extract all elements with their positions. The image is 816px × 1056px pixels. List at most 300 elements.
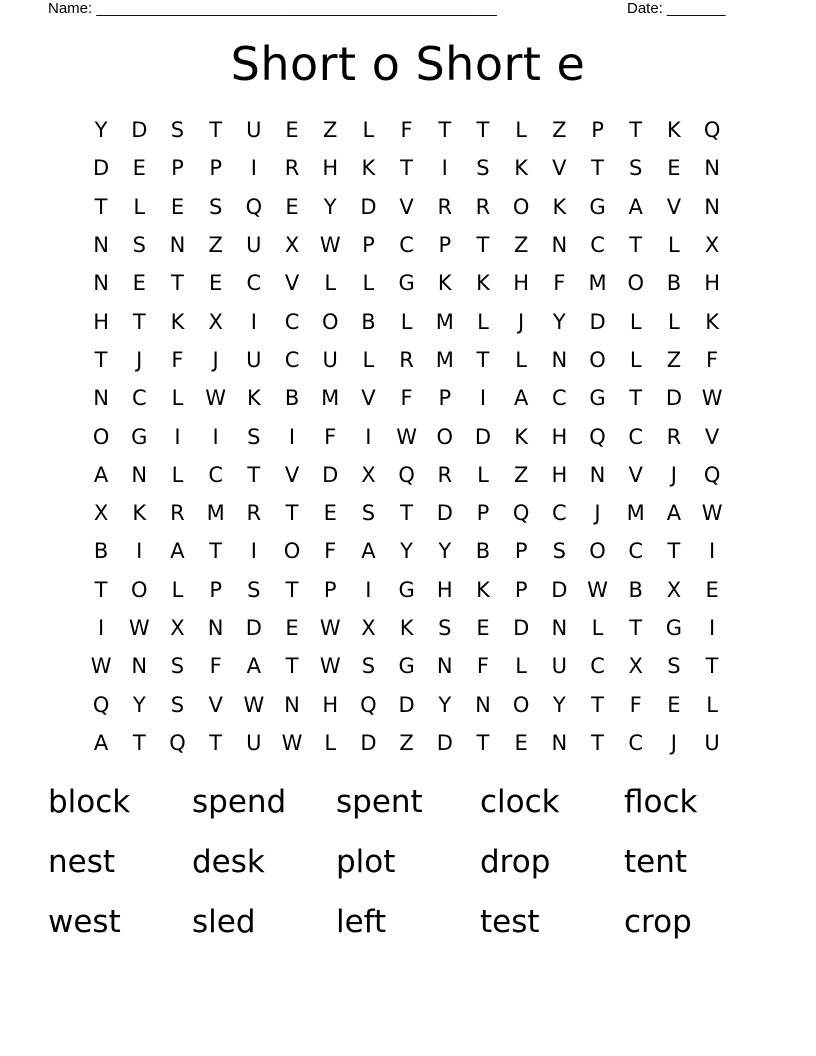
- grid-cell: A: [666, 501, 682, 526]
- grid-row: [82, 571, 732, 609]
- grid-cell: T: [94, 194, 108, 219]
- grid-cell: I: [441, 156, 448, 181]
- grid-cell: C: [284, 309, 300, 334]
- grid-cell: V: [284, 462, 300, 487]
- grid-cell: S: [247, 577, 261, 602]
- grid-cell: J: [518, 309, 525, 334]
- grid-row: [82, 264, 732, 302]
- grid-cell: Y: [438, 539, 452, 564]
- grid-cell: O: [92, 424, 110, 449]
- grid-cell: T: [591, 692, 604, 717]
- grid-cell: N: [551, 233, 568, 258]
- grid-cell: D: [360, 194, 377, 219]
- grid-row: [82, 149, 732, 187]
- grid-cell: E: [514, 730, 528, 755]
- grid-cell: R: [475, 194, 491, 219]
- word-list-item: west: [48, 904, 121, 940]
- grid-cell: N: [551, 616, 568, 640]
- grid-cell: H: [322, 692, 339, 717]
- grid-cell: M: [435, 309, 454, 334]
- grid-cell: T: [476, 347, 490, 372]
- grid-cell: Y: [552, 309, 566, 334]
- grid-cell: K: [476, 271, 490, 296]
- grid-cell: L: [629, 347, 642, 372]
- grid-cell: G: [131, 424, 148, 449]
- grid-cell: Z: [323, 118, 338, 143]
- grid-cell: W: [396, 424, 417, 449]
- grid-cell: L: [477, 309, 489, 334]
- grid-cell: F: [400, 386, 413, 411]
- grid-cell: I: [288, 424, 296, 449]
- grid-cell: L: [324, 730, 337, 755]
- grid-cell: D: [474, 424, 492, 449]
- grid-cell: O: [321, 309, 339, 334]
- grid-cell: K: [132, 501, 147, 526]
- grid-cell: U: [551, 654, 568, 679]
- grid-cell: F: [629, 692, 642, 717]
- grid-cell: A: [628, 194, 643, 219]
- grid-cell: F: [553, 271, 566, 296]
- date-field: [627, 0, 725, 18]
- grid-cell: N: [551, 347, 568, 372]
- grid-row: [82, 609, 732, 647]
- grid-cell: T: [476, 118, 490, 143]
- grid-cell: E: [667, 692, 681, 717]
- grid-cell: A: [170, 539, 185, 564]
- grid-cell: P: [209, 577, 222, 602]
- grid-cell: V: [628, 462, 643, 487]
- word-list-item: crop: [624, 904, 692, 940]
- grid-cell: W: [243, 692, 265, 717]
- grid-cell: I: [365, 424, 372, 449]
- grid-row: [82, 647, 732, 685]
- grid-cell: I: [136, 539, 143, 564]
- page-title: Short o Short e: [230, 37, 586, 91]
- grid-cell: L: [362, 118, 375, 143]
- grid-cell: H: [704, 271, 720, 296]
- grid-cell: I: [174, 424, 181, 449]
- grid-cell: S: [438, 616, 452, 640]
- grid-cell: I: [212, 424, 219, 449]
- grid-cell: G: [398, 271, 415, 296]
- name-label: Name:: [48, 0, 93, 17]
- grid-cell: N: [169, 233, 186, 258]
- grid-cell: S: [667, 654, 681, 679]
- grid-cell: Z: [513, 462, 529, 487]
- word-list-item: desk: [192, 844, 265, 880]
- grid-cell: T: [438, 118, 452, 143]
- grid-cell: W: [701, 501, 723, 526]
- grid-cell: A: [246, 654, 262, 679]
- grid-cell: G: [665, 616, 683, 640]
- grid-cell: S: [170, 692, 185, 717]
- word-list-item: left: [336, 904, 387, 940]
- grid-cell: H: [551, 424, 568, 449]
- grid-cell: K: [246, 386, 261, 411]
- grid-cell: P: [476, 501, 490, 526]
- grid-cell: T: [476, 730, 490, 755]
- grid-cell: C: [246, 271, 262, 296]
- grid-cell: E: [705, 577, 719, 602]
- grid-cell: Z: [513, 233, 529, 258]
- grid-row: [82, 111, 732, 149]
- grid-cell: Z: [666, 347, 682, 372]
- grid-cell: O: [627, 271, 644, 296]
- grid-cell: T: [285, 654, 299, 679]
- grid-cell: L: [629, 309, 642, 334]
- grid-cell: Q: [512, 501, 530, 526]
- grid-row: [82, 417, 732, 455]
- grid-row: [82, 724, 732, 762]
- grid-cell: K: [552, 194, 567, 219]
- grid-cell: E: [285, 616, 299, 640]
- grid-cell: J: [670, 462, 677, 487]
- grid-row: [82, 685, 732, 723]
- grid-cell: Q: [398, 462, 415, 487]
- grid-cell: X: [361, 462, 376, 487]
- grid-cell: K: [667, 118, 681, 143]
- grid-cell: L: [324, 271, 337, 296]
- grid-cell: P: [209, 156, 222, 181]
- grid-cell: X: [208, 309, 223, 334]
- grid-cell: T: [400, 501, 413, 526]
- grid-cell: L: [171, 577, 184, 602]
- grid-cell: B: [93, 539, 109, 564]
- grid-cell: C: [284, 347, 300, 372]
- grid-cell: Q: [92, 692, 110, 717]
- grid-cell: T: [400, 156, 413, 181]
- grid-cell: V: [552, 156, 567, 181]
- grid-cell: I: [250, 539, 257, 564]
- grid-cell: Z: [552, 118, 567, 143]
- grid-cell: K: [437, 271, 452, 296]
- grid-cell: L: [515, 347, 527, 372]
- grid-cell: O: [512, 194, 530, 219]
- grid-cell: M: [321, 386, 340, 411]
- grid-cell: B: [475, 539, 491, 564]
- grid-cell: X: [666, 577, 682, 602]
- grid-cell: S: [170, 654, 185, 679]
- grid-cell: K: [514, 424, 529, 449]
- grid-cell: D: [436, 501, 453, 526]
- grid-cell: Y: [400, 539, 413, 564]
- grid-cell: Y: [552, 692, 566, 717]
- grid-cell: X: [170, 616, 185, 640]
- grid-cell: N: [589, 462, 606, 487]
- grid-cell: B: [284, 386, 300, 411]
- grid-cell: V: [284, 271, 300, 296]
- grid-cell: S: [208, 194, 223, 219]
- grid-cell: N: [475, 692, 491, 717]
- grid-cell: H: [513, 271, 530, 296]
- grid-cell: N: [436, 654, 453, 679]
- grid-cell: V: [399, 194, 414, 219]
- grid-cell: P: [438, 386, 452, 411]
- grid-cell: R: [170, 501, 185, 526]
- grid-cell: K: [514, 156, 529, 181]
- word-list-item: nest: [48, 844, 116, 880]
- grid-cell: E: [323, 501, 337, 526]
- grid-cell: K: [170, 309, 185, 334]
- grid-cell: O: [589, 539, 606, 564]
- grid-cell: E: [170, 194, 185, 219]
- grid-cell: R: [246, 501, 262, 526]
- grid-cell: T: [591, 730, 604, 755]
- date-blank: _______: [667, 0, 726, 17]
- grid-row: [82, 494, 732, 532]
- grid-cell: T: [705, 654, 719, 679]
- grid-cell: I: [708, 539, 716, 564]
- grid-cell: I: [708, 616, 716, 640]
- grid-row: [82, 379, 732, 417]
- grid-cell: B: [628, 577, 643, 602]
- word-list: [48, 778, 768, 958]
- word-list-item: tent: [624, 844, 688, 880]
- grid-cell: D: [665, 386, 682, 411]
- grid-cell: W: [205, 386, 227, 411]
- grid-cell: O: [283, 539, 301, 564]
- grid-cell: V: [361, 386, 376, 411]
- grid-cell: P: [514, 539, 528, 564]
- grid-cell: L: [362, 347, 375, 372]
- grid-cell: S: [132, 233, 146, 258]
- grid-cell: S: [476, 156, 490, 181]
- grid-cell: W: [90, 654, 112, 679]
- grid-cell: N: [93, 233, 109, 258]
- grid-cell: X: [361, 616, 376, 640]
- grid-cell: T: [209, 730, 223, 755]
- grid-cell: X: [93, 501, 109, 526]
- grid-row: [82, 226, 732, 264]
- grid-cell: W: [701, 386, 723, 411]
- grid-cell: K: [476, 577, 490, 602]
- grid-cell: O: [131, 577, 148, 602]
- grid-cell: D: [360, 730, 377, 755]
- grid-cell: T: [629, 233, 643, 258]
- grid-cell: F: [324, 539, 337, 564]
- word-list-item: plot: [336, 844, 396, 880]
- grid-cell: Y: [323, 194, 337, 219]
- grid-cell: W: [281, 730, 303, 755]
- word-list-item: block: [48, 784, 131, 820]
- word-list-item: flock: [624, 784, 698, 820]
- grid-cell: L: [668, 233, 680, 258]
- grid-cell: C: [208, 462, 223, 487]
- grid-cell: X: [284, 233, 300, 258]
- grid-cell: M: [206, 501, 225, 526]
- grid-cell: E: [209, 271, 223, 296]
- grid-cell: F: [400, 118, 413, 143]
- grid-cell: L: [171, 462, 184, 487]
- grid-cell: C: [131, 386, 147, 411]
- grid-cell: N: [131, 462, 148, 487]
- grid-cell: F: [209, 654, 222, 679]
- grid-cell: P: [438, 233, 452, 258]
- grid-cell: T: [132, 730, 146, 755]
- grid-cell: T: [171, 271, 184, 296]
- grid-cell: D: [131, 118, 148, 143]
- grid-cell: T: [629, 616, 643, 640]
- grid-row: [82, 188, 732, 226]
- grid-cell: T: [247, 462, 261, 487]
- grid-cell: L: [133, 194, 146, 219]
- grid-cell: U: [246, 118, 262, 143]
- grid-cell: M: [626, 501, 645, 526]
- grid-cell: U: [246, 233, 262, 258]
- word-list-item: clock: [480, 784, 560, 820]
- grid-cell: R: [666, 424, 682, 449]
- grid-cell: W: [128, 616, 150, 640]
- grid-cell: F: [706, 347, 719, 372]
- grid-cell: I: [250, 309, 257, 334]
- grid-cell: A: [93, 462, 109, 487]
- grid-cell: L: [362, 271, 375, 296]
- grid-cell: D: [589, 309, 606, 334]
- grid-cell: F: [171, 347, 184, 372]
- grid-cell: B: [666, 271, 682, 296]
- grid-cell: X: [704, 233, 720, 258]
- grid-cell: A: [93, 730, 109, 755]
- grid-cell: G: [398, 577, 415, 602]
- grid-cell: H: [551, 462, 568, 487]
- grid-cell: K: [399, 616, 414, 640]
- grid-cell: D: [245, 616, 262, 640]
- grid-cell: P: [171, 156, 184, 181]
- grid-cell: X: [628, 654, 643, 679]
- grid-cell: E: [285, 194, 299, 219]
- grid-cell: E: [476, 616, 490, 640]
- grid-cell: N: [207, 616, 224, 640]
- grid-cell: C: [628, 730, 644, 755]
- grid-cell: W: [319, 616, 341, 640]
- grid-row: [82, 341, 732, 379]
- grid-cell: A: [513, 386, 529, 411]
- grid-cell: T: [591, 156, 604, 181]
- grid-cell: M: [435, 347, 454, 372]
- grid-cell: I: [250, 156, 257, 181]
- grid-cell: G: [589, 194, 606, 219]
- grid-cell: Q: [245, 194, 263, 219]
- grid-cell: F: [324, 424, 337, 449]
- grid-cell: E: [132, 271, 146, 296]
- grid-cell: W: [319, 233, 341, 258]
- grid-cell: D: [436, 730, 453, 755]
- grid-cell: H: [93, 309, 109, 334]
- grid-cell: T: [132, 309, 146, 334]
- grid-cell: L: [477, 462, 489, 487]
- grid-cell: Q: [360, 692, 377, 717]
- grid-cell: O: [589, 347, 606, 372]
- grid-cell: L: [591, 616, 604, 640]
- grid-row: [82, 456, 732, 494]
- grid-cell: H: [322, 156, 339, 181]
- grid-cell: L: [668, 309, 680, 334]
- grid-cell: N: [284, 692, 300, 717]
- grid-cell: K: [705, 309, 719, 334]
- grid-cell: G: [398, 654, 415, 679]
- word-list-item: spend: [192, 784, 287, 820]
- grid-cell: T: [285, 501, 299, 526]
- grid-cell: T: [209, 118, 223, 143]
- grid-cell: T: [94, 577, 108, 602]
- grid-cell: E: [285, 118, 299, 143]
- grid-cell: Y: [438, 692, 452, 717]
- grid-cell: U: [704, 730, 720, 755]
- grid-cell: B: [361, 309, 376, 334]
- grid-cell: I: [479, 386, 487, 411]
- grid-cell: L: [515, 654, 527, 679]
- grid-cell: V: [704, 424, 720, 449]
- grid-cell: U: [246, 347, 262, 372]
- grid-cell: U: [322, 347, 338, 372]
- grid-cell: D: [398, 692, 415, 717]
- grid-cell: U: [246, 730, 262, 755]
- grid-cell: G: [589, 386, 606, 411]
- grid-cell: T: [629, 118, 643, 143]
- grid-cell: L: [515, 118, 527, 143]
- grid-cell: C: [552, 386, 567, 411]
- grid-cell: C: [552, 501, 567, 526]
- grid-cell: T: [667, 539, 681, 564]
- grid-cell: N: [551, 730, 568, 755]
- grid-cell: N: [93, 386, 109, 411]
- grid-cell: Z: [399, 730, 414, 755]
- grid-cell: I: [365, 577, 372, 602]
- grid-cell: D: [551, 577, 568, 602]
- grid-row: [82, 532, 732, 570]
- grid-row: [82, 302, 732, 340]
- grid-cell: Y: [94, 118, 108, 143]
- grid-cell: V: [208, 692, 223, 717]
- grid-cell: S: [361, 654, 376, 679]
- grid-cell: J: [594, 501, 601, 526]
- grid-cell: C: [590, 654, 605, 679]
- grid-cell: W: [587, 577, 608, 602]
- grid-cell: E: [667, 156, 681, 181]
- grid-cell: Q: [169, 730, 186, 755]
- grid-cell: S: [170, 118, 185, 143]
- grid-cell: F: [476, 654, 490, 679]
- grid-cell: P: [362, 233, 375, 258]
- grid-cell: D: [322, 462, 339, 487]
- grid-cell: Y: [132, 692, 146, 717]
- grid-cell: S: [247, 424, 261, 449]
- word-list-item: sled: [192, 904, 256, 940]
- grid-cell: T: [285, 577, 299, 602]
- word-list-item: test: [480, 904, 540, 940]
- grid-cell: A: [361, 539, 376, 564]
- grid-cell: L: [171, 386, 184, 411]
- grid-cell: J: [212, 347, 219, 372]
- grid-cell: T: [209, 539, 223, 564]
- date-label: Date:: [627, 0, 663, 17]
- grid-cell: Q: [589, 424, 606, 449]
- name-field: [48, 0, 497, 18]
- grid-cell: O: [436, 424, 454, 449]
- grid-cell: P: [514, 577, 528, 602]
- grid-cell: S: [629, 156, 643, 181]
- grid-cell: T: [94, 347, 108, 372]
- grid-cell: M: [588, 271, 607, 296]
- grid-cell: R: [437, 462, 453, 487]
- grid-cell: E: [132, 156, 146, 181]
- grid-cell: N: [704, 156, 720, 181]
- grid-cell: C: [590, 233, 605, 258]
- grid-cell: N: [704, 194, 720, 219]
- grid-cell: H: [436, 577, 453, 602]
- grid-cell: T: [476, 233, 490, 258]
- grid-cell: Q: [703, 462, 721, 487]
